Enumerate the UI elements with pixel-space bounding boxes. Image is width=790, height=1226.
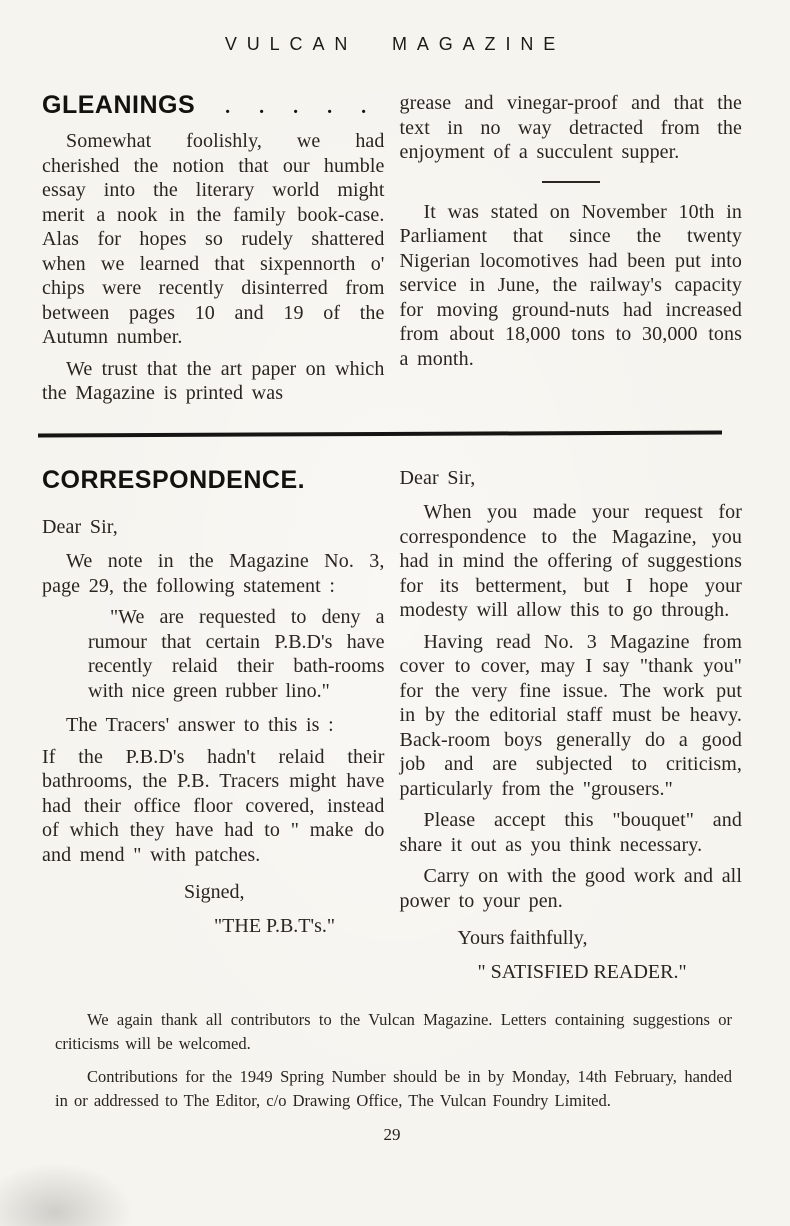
letter1-salutation: Dear Sir, xyxy=(42,515,118,538)
masthead-title: VULCAN MAGAZINE xyxy=(224,34,566,54)
section-divider-rule xyxy=(38,430,722,437)
letter2-paragraph-3: Please accept this "bouquet" and share it out as you think necessary. xyxy=(399,809,742,856)
letter2-signature: " SATISFIED READER." xyxy=(477,960,687,983)
letter2-salutation: Dear Sir, xyxy=(399,466,476,489)
page-number: 29 xyxy=(383,1125,401,1144)
correspondence-columns xyxy=(42,466,742,985)
letter2-paragraph-2: Having read No. 3 Magazine from cover to cover, may I say "thank you" for the very fine issue. The work put in by the editorial staff must be heavy. Back-room boys generally do a good job and are subjected to criticism, particularly from the "grousers." xyxy=(399,630,742,800)
gleanings-title-dots: . . . . . xyxy=(225,96,379,118)
correspondence-right-column xyxy=(400,466,743,985)
gleanings-columns xyxy=(42,91,742,406)
letter1-signature: "THE P.B.T's." xyxy=(214,914,336,937)
section-gleanings xyxy=(42,91,742,406)
gleanings-left-column xyxy=(42,91,385,406)
correspondence-content xyxy=(0,466,790,1146)
correspondence-left-column xyxy=(42,466,385,985)
item-divider-rule xyxy=(542,181,600,183)
editor-notes xyxy=(42,1008,742,1113)
gleanings-left-paragraph-1: Somewhat foolishly, we had cherished the notion that our humble essay into the literary world might merit a nook in the family book-case. Alas for hopes so rudely shattered when we learned that sixpennorth o' chips were recently disinterred from between pages 10 and 19 of the Autumn number. xyxy=(42,130,385,348)
letter1-answer-paragraph: If the P.B.D's hadn't relaid their bathrooms, the P.B. Tracers might have had their office floor covered, instead of which they have had to " make do and mend " with patches. xyxy=(42,745,385,866)
editor-note-2: Contributions for the 1949 Spring Number should be in by Monday, 14th February, handed in or addressed to The Editor, c/o Drawing Office, The Vulcan Foundry Limited. xyxy=(55,1067,732,1110)
editor-note-1: We again thank all contributors to the Vulcan Magazine. Letters containing suggestions or criticisms will be welcomed. xyxy=(55,1010,732,1053)
letter1-signed-label: Signed, xyxy=(184,881,245,903)
gleanings-right-paragraph-2: It was stated on November 10th in Parliament that since the twenty Nigerian locomotives had been put into service in June, the railway's capacity for moving ground-nuts had increased from about 18,000 tons to 30,000 tons a month. xyxy=(399,200,742,370)
letter1-paragraph-1: We note in the Magazine No. 3, page 29, the following statement : xyxy=(42,550,385,597)
gleanings-right-paragraph-1: grease and vinegar-proof and that the text in no way detracted from the enjoyment of a succulent supper. xyxy=(399,92,742,163)
page-content xyxy=(0,91,790,406)
letter2-paragraph-1: When you made your request for correspondence to the Magazine, you had in mind the offering of suggestions for its betterment, but I hope your modesty will allow this to go through. xyxy=(399,501,742,621)
letter1-blockquote: "We are requested to deny a rumour that certain P.B.D's have recently relaid their bath-rooms with nice green rubber lino." xyxy=(88,606,385,702)
gleanings-right-column xyxy=(400,91,743,406)
correspondence-heading-row xyxy=(42,466,385,495)
gleanings-title: GLEANINGS xyxy=(42,91,196,119)
letter2-valediction: Yours faithfully, xyxy=(457,927,588,949)
gleanings-heading-row xyxy=(42,91,385,120)
section-correspondence xyxy=(42,466,742,985)
gleanings-left-paragraph-2: We trust that the art paper on which the Magazine is printed was xyxy=(42,357,385,404)
letter1-answer-lead: The Tracers' answer to this is : xyxy=(66,714,334,736)
correspondence-title: CORRESPONDENCE. xyxy=(42,465,306,494)
letter2-paragraph-4: Carry on with the good work and all power to your pen. xyxy=(399,865,742,912)
